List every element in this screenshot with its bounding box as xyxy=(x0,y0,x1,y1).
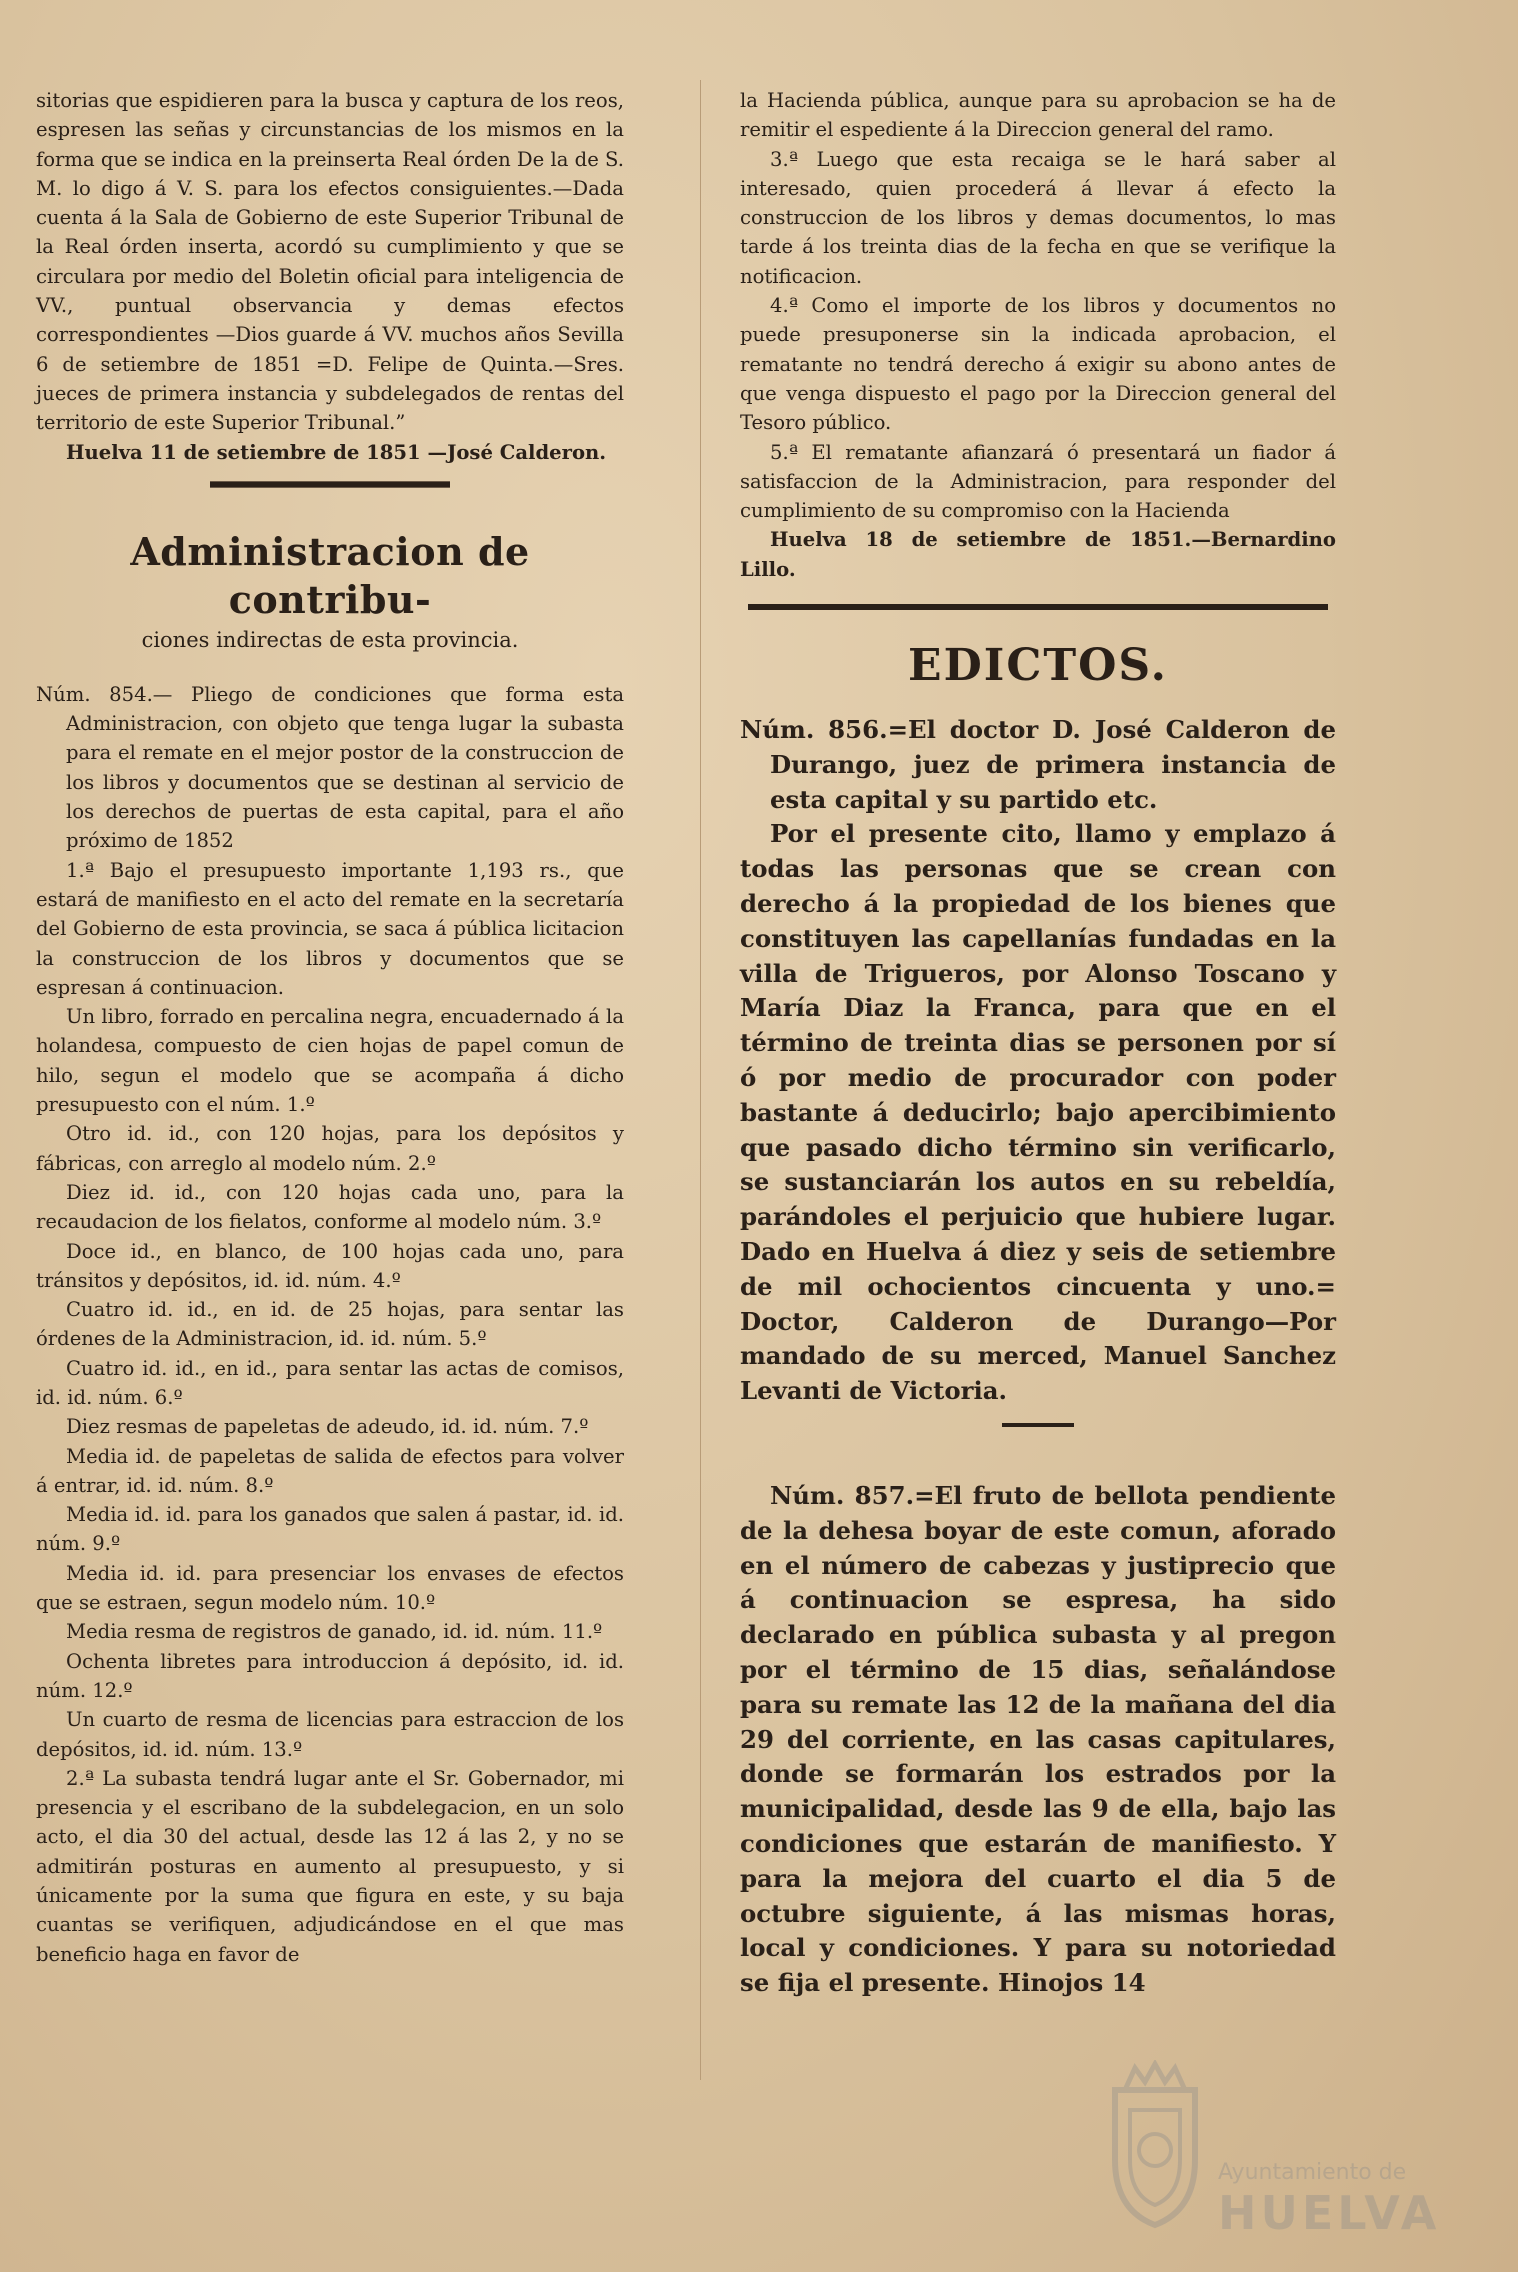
item-9: Media id. id. para los ganados que salen á pastar, id. id. núm. 9.º xyxy=(36,1503,624,1556)
edicto-856-heading: Núm. 856.=El doctor D. José Calderon de Durango, juez de primera instancia de esta capital y su partido etc. xyxy=(740,715,1336,814)
article-854-intro: Núm. 854.— Pliego de condiciones que forma esta Administracion, con objeto que tenga lugar la subasta para el remate en el mejor postor de la construccion de los libros y documentos que se destinan al servicio de los derechos de puertas de esta capital, para el año próximo de 1852 xyxy=(36,682,624,853)
edicto-856-body: Por el presente cito, llamo y emplazo á todas las personas que se crean con derecho á la propiedad de los bienes que constituyen las capellanías fundadas en la villa de Trigueros, por Alonso Toscano y María Diaz la Franca, para que en el término de treinta dias se personen por sí ó por medio de procurador con poder bastante á deducirlo; bajo apercibimiento que pasado dicho término sin verificarlo, se sustanciarán los autos en su rebeldía, parándoles el perjuicio que hubiere lugar. Dado en Huelva á diez y seis de setiembre de mil ochocientos cincuenta y uno.= Doctor, Calderon de Durango—Por mandado de su merced, Manuel Sanchez Levanti de Victoria. xyxy=(740,819,1336,1406)
section-subheading: ciones indirectas de esta provincia. xyxy=(141,627,519,652)
item-2: Otro id. id., con 120 hojas, para los depósitos y fábricas, con arreglo al modelo núm. 2.º xyxy=(36,1122,624,1175)
item-11: Media resma de registros de ganado, id. id. núm. 11.º xyxy=(66,1620,603,1644)
section-heading-edictos: EDICTOS. xyxy=(908,640,1168,692)
item-10: Media id. id. para presenciar los envases de efectos que se estraen, segun modelo núm. 10.º xyxy=(36,1561,624,1615)
intro-paragraph: sitorias que espidieren para la busca y captura de los reos, espresen las señas y circunstancias de los mismos en la forma que se indica en la preinserta Real órden De la de S. M. lo digo á V. S. para los efectos consiguientes.—Dada cuenta á la Sala de Gobierno de este Superior Tribunal de la Real órden inserta, acordó su cumplimiento y que se circulara por medio del Boletin oficial para inteligencia de VV., puntual observancia y demas efectos correspondientes —Dios guarde á VV. muchos años Sevilla 6 de setiembre de 1851 =D. Felipe de Quinta.—Sres. jueces de primera instancia y subdelegados de rentas del territorio de este Superior Tribunal.” xyxy=(36,89,624,435)
ayuntamiento-watermark xyxy=(1100,2060,1440,2240)
item-13: Un cuarto de resma de licencias para estraccion de los depósitos, id. id. núm. 13.º xyxy=(36,1708,624,1761)
condition-2: 2.ª La subasta tendrá lugar ante el Sr. Gobernador, mi presencia y el escribano de la subdelegacion, en un solo acto, el dia 30 del actual, desde las 12 á las 2, y no se admitirán posturas en aumento al presupuesto, y si únicamente por la suma que figura en este, y su baja cuantas se verifiquen, adjudicándose en el que mas beneficio haga en favor de xyxy=(36,1766,624,1966)
item-3: Diez id. id., con 120 hojas cada uno, para la recaudacion de los fielatos, conforme al modelo núm. 3.º xyxy=(36,1180,624,1234)
condition-3: 3.ª Luego que esta recaiga se le hará saber al interesado, quien procederá á llevar á efecto la construccion de los libros y demas documentos, lo mas tarde á los treinta dias de la fecha en que se verifique la notificacion. xyxy=(740,147,1336,288)
condition-4: 4.ª Como el importe de los libros y documentos no puede presuponerse sin la indicada aprobacion, el rematante no tendrá derecho á exigir su abono antes de que venga dispuesto el pago por la Direccion general del Tesoro público. xyxy=(740,294,1336,435)
item-8: Media id. de papeletas de salida de efectos para volver á entrar, id. id. núm. 8.º xyxy=(36,1444,624,1497)
edicto-857: Núm. 857.=El fruto de bellota pendiente de la dehesa boyar de este comun, aforado en el número de cabezas y justiprecio que á continuacion se espresa, ha sido declarado en pública subasta y al pregon por el término de 15 dias, señalándose para su remate las 12 de la mañana del dia 29 del corriente, en las casas capitulares, donde se formarán los estrados por la municipalidad, desde las 9 de ella, bajo las condiciones que estarán de manifiesto. Y para la mejora del cuarto el dia 5 de octubre siguiente, á las mismas horas, local y condiciones. Y para su notoriedad se fija el presente. Hinojos 14 xyxy=(740,1480,1336,1998)
condition-1: 1.ª Bajo el presupuesto importante 1,193 rs., que estará de manifiesto en el acto del remate en la secretaría del Gobierno de esta provincia, se saca á pública licitacion la construccion de los libros y documentos que se espresan á continuacion. xyxy=(36,858,624,999)
column-divider xyxy=(700,80,701,2080)
right-column xyxy=(740,86,1336,2001)
continuation-paragraph: la Hacienda pública, aunque para su aprobacion se ha de remitir el espediente á la Direccion general del ramo. xyxy=(740,89,1336,142)
left-column xyxy=(36,86,624,1969)
item-7: Diez resmas de papeletas de adeudo, id. id. núm. 7.º xyxy=(66,1415,589,1439)
item-1: Un libro, forrado en percalina negra, encuadernado á la holandesa, compuesto de cien hojas de papel comun de hilo, segun el modelo que se acompaña á dicho presupuesto con el núm. 1.º xyxy=(36,1005,624,1117)
signature-lillo: Huelva 18 de setiembre de 1851.—Bernardino Lillo. xyxy=(740,528,1336,581)
watermark-line1: Ayuntamiento de xyxy=(1218,2160,1407,2185)
watermark-line2: HUELVA xyxy=(1218,2186,1441,2240)
item-4: Doce id., en blanco, de 100 hojas cada uno, para tránsitos y depósitos, id. id. núm. 4.º xyxy=(36,1239,624,1292)
section-rule-long xyxy=(748,604,1328,610)
item-6: Cuatro id. id., en id., para sentar las actas de comisos, id. id. núm. 6.º xyxy=(36,1356,624,1409)
item-5: Cuatro id. id., en id. de 25 hojas, para sentar las órdenes de la Administracion, id. id. núm. 5.º xyxy=(36,1298,624,1351)
coat-of-arms-icon xyxy=(1100,2060,1210,2230)
item-12: Ochenta libretes para introduccion á depósito, id. id. núm. 12.º xyxy=(36,1649,624,1702)
condition-5: 5.ª El rematante afianzará ó presentará un fiador á satisfaccion de la Administracion, para responder del cumplimiento de su compromiso con la Hacienda xyxy=(740,440,1336,523)
section-heading-administracion: Administracion de contribu- xyxy=(130,528,530,622)
edicto-separator xyxy=(1002,1423,1074,1427)
section-rule xyxy=(210,481,450,488)
intro-signature: Huelva 11 de setiembre de 1851 —José Calderon. xyxy=(66,440,607,464)
